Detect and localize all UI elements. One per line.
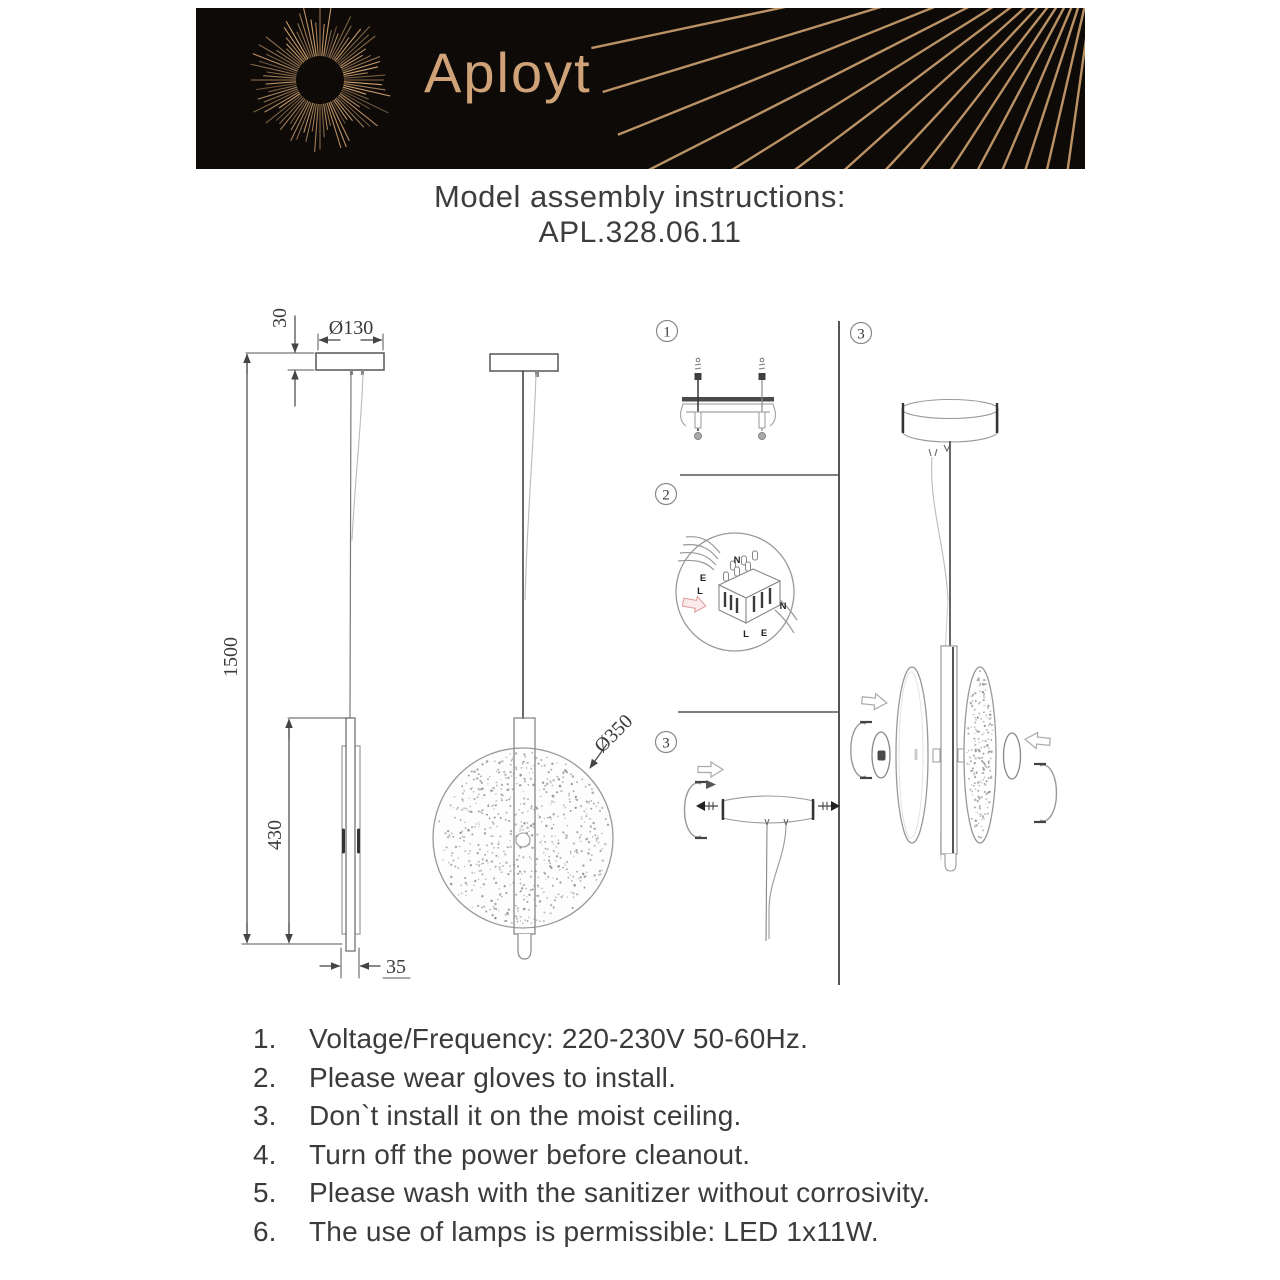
dimension-disc-diameter bbox=[590, 710, 637, 768]
wire-label-n-right: N bbox=[779, 601, 787, 612]
step-1-panel bbox=[657, 321, 776, 440]
list-item-number: 4. bbox=[253, 1138, 277, 1170]
brand-name: Aployt bbox=[424, 41, 592, 104]
rotate-arrow-left-icon bbox=[851, 722, 872, 778]
assemble-arrow-left-icon bbox=[861, 692, 888, 711]
wire-label-e-left: E bbox=[699, 573, 707, 584]
exploded-right-ring bbox=[1004, 733, 1021, 779]
list-item-number: 5. bbox=[253, 1177, 277, 1209]
canopy-screw-left bbox=[696, 801, 718, 811]
side-lamp-rod bbox=[346, 718, 355, 951]
page-title: Model assembly instructions: bbox=[434, 179, 846, 214]
step-3-number: 3 bbox=[662, 735, 670, 752]
list-item-number: 6. bbox=[253, 1215, 277, 1247]
canopy-screw-right bbox=[818, 801, 840, 811]
list-item-text: The use of lamps is permissible: LED 1x11W. bbox=[309, 1215, 879, 1247]
list-item bbox=[253, 1213, 1113, 1252]
step-3-panel bbox=[656, 732, 841, 942]
step-3b-number: 3 bbox=[857, 326, 865, 343]
dimension-total-height bbox=[220, 355, 247, 943]
dim-350-label: Ø350 bbox=[590, 710, 638, 758]
front-ceiling-plate bbox=[490, 354, 558, 371]
step-3-exploded-panel bbox=[851, 323, 1057, 872]
dim-430-label: 430 bbox=[264, 820, 286, 850]
rotate-arrow-right-icon bbox=[1034, 764, 1056, 822]
canopy-side-view bbox=[722, 796, 814, 823]
slide-direction-arrow-icon bbox=[698, 762, 723, 777]
canopy-cables bbox=[765, 819, 788, 941]
list-item bbox=[253, 1097, 1113, 1136]
exploded-right-disc bbox=[964, 667, 996, 843]
list-item bbox=[253, 1136, 1113, 1175]
side-view-drawing bbox=[220, 308, 410, 978]
list-item-text: Please wear gloves to install. bbox=[309, 1061, 677, 1093]
dim-1500-label: 1500 bbox=[220, 637, 242, 677]
exploded-center-rod bbox=[933, 646, 965, 871]
assemble-arrow-right-icon bbox=[1024, 731, 1051, 750]
list-item bbox=[253, 1059, 1113, 1098]
list-item-number: 3. bbox=[253, 1100, 277, 1132]
wire-label-l-left: L bbox=[697, 586, 703, 597]
list-item-number: 1. bbox=[253, 1023, 277, 1054]
dimension-lamp-height bbox=[264, 720, 289, 943]
front-view-drawing bbox=[433, 354, 637, 959]
side-ceiling-plate bbox=[316, 353, 384, 370]
exploded-left-ring bbox=[872, 732, 890, 778]
exploded-left-disc bbox=[896, 667, 928, 843]
list-item-text: Turn off the power before cleanout. bbox=[309, 1138, 751, 1170]
dim-130-label: Ø130 bbox=[328, 317, 374, 339]
front-rod-tip bbox=[518, 934, 531, 959]
list-item-text: Please wash with the sanitizer without corrosivity. bbox=[309, 1177, 931, 1209]
front-center-hole bbox=[516, 833, 530, 847]
dimension-lamp-width bbox=[320, 956, 406, 978]
mounting-bracket bbox=[682, 397, 774, 402]
wire-label-l-bottom: L bbox=[743, 629, 749, 640]
dimension-plate-diameter bbox=[320, 317, 382, 340]
exploded-cable bbox=[932, 457, 948, 600]
dimension-plate-height bbox=[269, 308, 295, 406]
wire-label-e-bottom: E bbox=[760, 628, 768, 639]
wire-label-n-top: N bbox=[733, 555, 741, 566]
step-2-number: 2 bbox=[662, 487, 670, 504]
step-2-panel bbox=[656, 484, 798, 652]
instructions-list bbox=[253, 1020, 1113, 1252]
rotate-arrow-icon bbox=[684, 780, 716, 838]
dim-35-label: 35 bbox=[386, 956, 406, 978]
list-item-text: Voltage/Frequency: 220-230V 50-60Hz. bbox=[309, 1023, 809, 1054]
list-item-text: Don`t install it on the moist ceiling. bbox=[309, 1100, 742, 1132]
model-number: APL.328.06.11 bbox=[538, 216, 742, 249]
front-cable bbox=[525, 374, 536, 600]
list-item bbox=[253, 1174, 1113, 1213]
list-item-number: 2. bbox=[253, 1061, 277, 1093]
side-suspension-rod bbox=[350, 371, 351, 718]
side-cable bbox=[352, 374, 363, 540]
list-item bbox=[253, 1020, 1113, 1059]
step-1-number: 1 bbox=[663, 324, 671, 341]
dim-30-label: 30 bbox=[269, 308, 291, 328]
